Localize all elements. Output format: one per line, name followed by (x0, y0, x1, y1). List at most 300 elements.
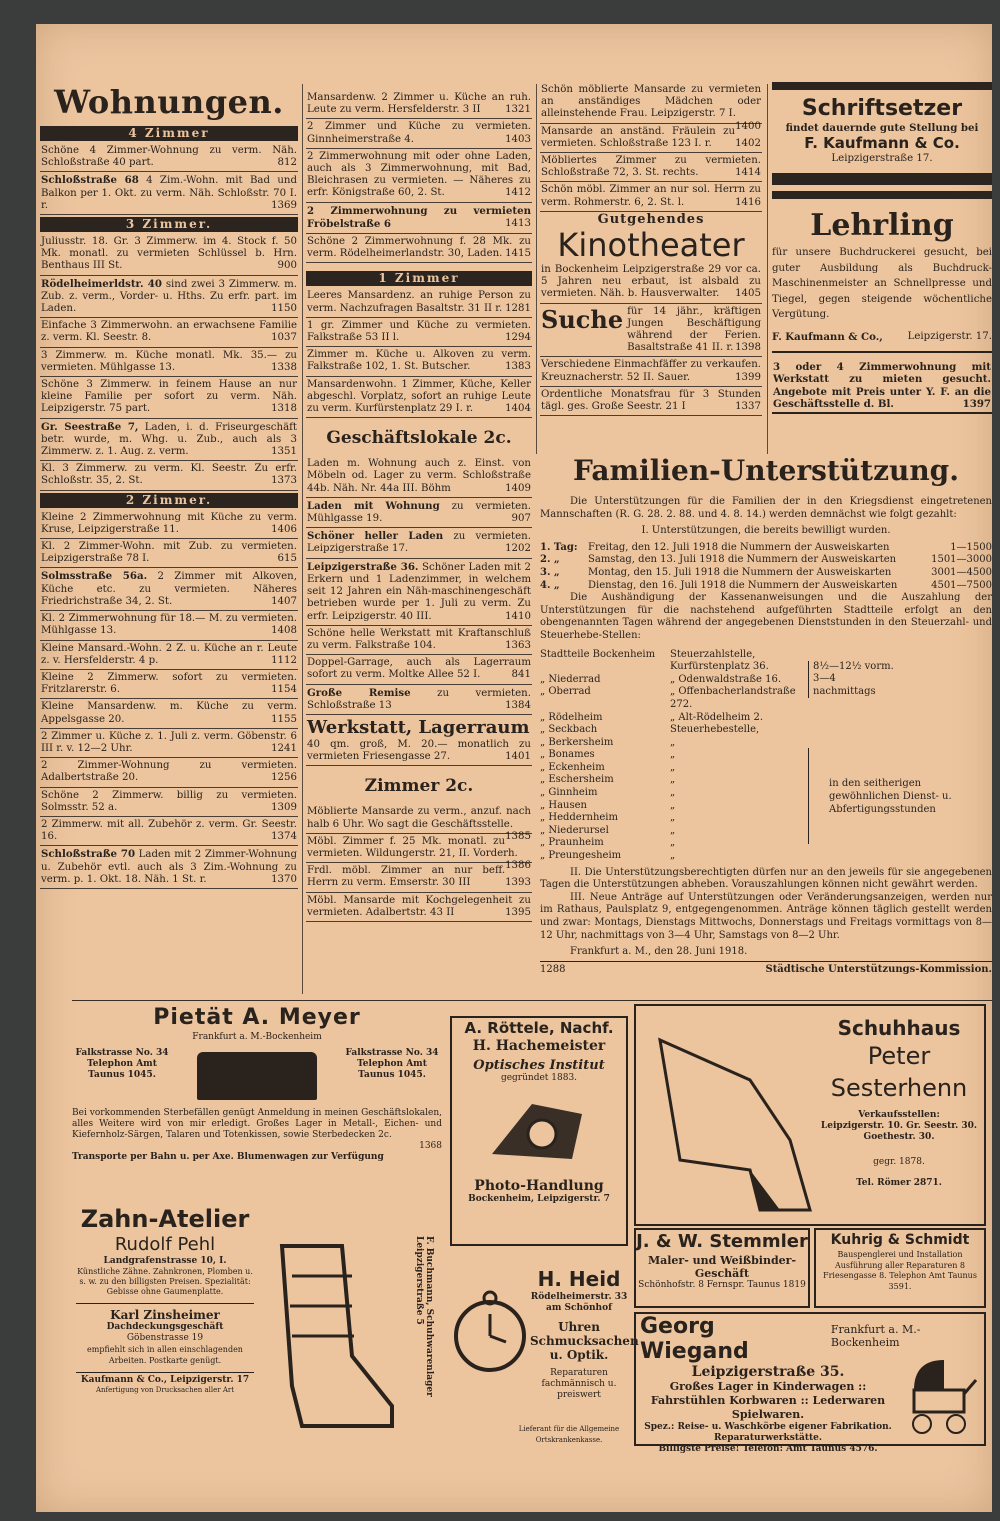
familien-aushaendigung: Die Aushändigung der Kassenanweisungen und die Auszahlung der Unterstützungen für die nachstehend aufgeführten Stadtteile erfolgt an den obengenannten Tagen während der angegebenen Dienststunden in den Steuerzahl- und Steuerhebe-Stellen: (540, 592, 992, 641)
classified-ad (540, 153, 762, 182)
zahn-title: Zahn-Atelier (80, 1205, 250, 1233)
day-range: 4501—7500 (931, 579, 992, 591)
ad-number: 1399 (735, 371, 761, 383)
classified-ad (306, 559, 532, 626)
ad-number: 1155 (271, 713, 297, 725)
ad-headline: Rödelheimerldstr. 40 (41, 277, 162, 290)
ad-number: 1037 (271, 332, 297, 344)
ad-text: sind zwei 3 Zimmerw. m. Zub. z. verm., Vorder- u. Hths. Zu erfr. part. im Laden. (41, 278, 297, 315)
schuh-verk: Verkaufsstellen: (858, 1110, 940, 1120)
classified-ad (306, 149, 532, 203)
classified-ad (306, 804, 532, 842)
station-address: „ Offenbacherlandstraße 272. (670, 686, 796, 710)
ad-text: Möblierte Mansarde zu verm., anzuf. nach halb 6 Uhr. Wo sagt die Geschäftsstelle. (307, 806, 531, 830)
column-wohnungen (40, 60, 298, 889)
zahn-name: Rudolf Pehl (114, 1234, 216, 1255)
station-row (540, 850, 802, 863)
stemmler-addr: Schönhofstr. 8 Fernspr. Taunus 1819 (638, 1280, 806, 1290)
black-rule (772, 82, 992, 90)
ad-number: 907 (511, 513, 531, 525)
ad-number: 841 (511, 669, 531, 681)
roettele-year: gegründet 1883. (500, 1073, 578, 1083)
familien-section2: II. Die Unterstützungsberechtigten dürfen nur an den jeweils für sie angegebenen Tagen die Unterstützungen abheben. Vorauszahlungen können nicht gewährt werden. (540, 866, 992, 891)
ad-number: 1241 (271, 742, 297, 754)
classified-ad (40, 641, 298, 670)
ad-text: 2 Zimmer und Küche zu vermieten. Ginnheimerstraße 4. (307, 121, 531, 145)
station-district: „ Eckenheim (540, 761, 605, 773)
station-row (540, 825, 802, 838)
ad-number: 1309 (271, 801, 297, 813)
classified-ad (40, 143, 298, 172)
kaufmann-foot: Kaufmann & Co., Leipzigerstr. 17 (80, 1375, 250, 1385)
column-mixed (306, 90, 532, 922)
ad-text: 2 Zimmer u. Küche z. 1. Juli z. verm. Göbenstr. 6 III r. v. 12—2 Uhr. (41, 730, 297, 754)
ad-number: 1321 (505, 104, 531, 116)
schuh-addr1: Leipzigerstr. 10. Gr. Seestr. 30. (820, 1121, 978, 1131)
heid-foot: Lieferant für die Allgemeine Ortskrankenkasse. (518, 1425, 620, 1444)
classified-ad (306, 119, 532, 148)
classified-ad (306, 863, 532, 892)
classified-ad (40, 172, 298, 215)
ad-number: 615 (277, 553, 297, 565)
classified-ad (40, 348, 298, 377)
ad-number: 1368 (419, 1141, 442, 1151)
station-address: „ (670, 749, 676, 761)
payment-day-row (540, 580, 992, 593)
suche-word: Suche (541, 304, 624, 334)
station-row (540, 686, 802, 711)
kuhrig-text: Bauspenglerei und Installation Ausführung aller Reparaturen 8 Friesengasse 8. Telephon Amt Taunus 3591. (823, 1250, 977, 1291)
station-district: „ Ginnheim (540, 787, 598, 799)
ad-text: zu vermieten. Schloßstraße 13 (307, 687, 531, 711)
ad-number: 1410 (505, 610, 531, 622)
classified-ad (306, 234, 532, 263)
band-1-zimmer: 1 Zimmer (306, 271, 532, 286)
ad-text: 1 gr. Zimmer und Küche zu vermieten. Falkstraße 53 II l. (307, 319, 531, 344)
ad-number: 1385 (505, 830, 531, 842)
ad-number: 1408 (271, 625, 297, 637)
gesucht-text: 3 oder 4 Zimmerwohnung mit Werkstatt zu mieten gesucht. Angebote mit Preis unter Y. F. an die Geschäftsstelle d. Bl. (773, 361, 991, 410)
coffin-icon (197, 1052, 317, 1100)
ad-number: 1337 (735, 401, 761, 413)
meyer-foot: Transporte per Bahn u. per Axe. Blumenwagen zur Verfügung (72, 1152, 384, 1162)
ad-headline: 2 Zimmerwohnung zu vermieten Fröbelstraße 6 (307, 204, 531, 230)
ad-headline: Laden mit Wohnung (307, 499, 440, 512)
classified-ad (306, 456, 532, 498)
lehrling-firm: F. Kaufmann & Co., (772, 330, 883, 343)
meyer-left: Falkstrasse No. 34 Telephon Amt Taunus 1045. (75, 1048, 169, 1080)
zahn-addr: Landgrafenstrasse 10, I. (103, 1256, 227, 1266)
ad-text: Einfache 3 Zimmerwohn. an erwachsene Familie z. verm. Kl. Seestr. 8. (41, 320, 297, 344)
classified-ad (306, 347, 532, 376)
separator-rule (72, 1000, 992, 1001)
classified-ad (306, 655, 532, 684)
ad-number: 1415 (505, 248, 531, 260)
hours-brace: 8½—12½ vorm. 3—4 nachmittags (808, 661, 898, 699)
classified-ad (306, 498, 532, 528)
ad-text: Schöne 3 Zimmerw. in feinem Hause an nur kleine Familie per sofort zu verm. Näh. Leipzigerstr. 75 part. (41, 379, 297, 415)
day-label: 3. „ (540, 566, 560, 578)
schuh-title: Schuhhaus (837, 1016, 961, 1040)
black-rule (772, 173, 992, 185)
classified-ad (40, 419, 298, 462)
schuh-name: Peter Sesterhenn (830, 1042, 968, 1102)
ad-number: 1318 (271, 403, 297, 415)
classified-ad (540, 182, 762, 211)
ad-text: Juliusstr. 18. Gr. 3 Zimmerw. im 4. Stock f. 50 Mk. monatl. zu vermieten Schlüssel b. Hrn. Benthaus III St. (41, 236, 297, 272)
ad-number: 1363 (505, 639, 531, 651)
classified-ad (40, 758, 298, 787)
classified-ad (306, 685, 532, 715)
black-rule (772, 191, 992, 199)
station-row (540, 787, 802, 800)
classified-ad (40, 817, 298, 846)
lehrling-title: Lehrling (810, 208, 954, 244)
classified-ad (306, 834, 532, 872)
kuhrig-ad (814, 1228, 986, 1308)
ad-text: Schöne 4 Zimmer-Wohnung zu verm. Näh. Schloßstraße 40 part. (41, 145, 297, 169)
buchmann-ad (262, 1236, 442, 1448)
ad-number: 1154 (271, 684, 297, 696)
classified-ad (40, 318, 298, 347)
ad-number: 1398 (735, 342, 761, 354)
kino-pre: Gutgehendes (597, 211, 705, 227)
day-text: Montag, den 15. Juli 1918 die Nummern der Ausweiskarten (588, 566, 892, 578)
ad-number: 1406 (271, 523, 297, 535)
roettele-ad (450, 1016, 628, 1246)
ad-text: Kleine 2 Zimmerw. sofort zu vermieten. Fritzlarerstr. 6. (41, 671, 297, 696)
ad-text: Kl. 3 Zimmerw. zu verm. Kl. Seestr. Zu erfr. Schloßstr. 35, 2. St. (41, 463, 297, 487)
ad-number: 1370 (271, 873, 297, 885)
station-district: „ Niederursel (540, 824, 609, 836)
ad-headline: Leipzigerstraße 36. (307, 560, 419, 573)
ad-number: 1397 (962, 397, 991, 410)
heid-rep: Reparaturen fachmännisch u. preiswert (541, 1368, 617, 1400)
stemmler-title: J. & W. Stemmler (636, 1231, 808, 1252)
wiegand-addr: Leipzigerstraße 35. (691, 1364, 845, 1380)
day-label: 4. „ (540, 579, 560, 591)
camera-icon (452, 1084, 622, 1174)
classified-ad (540, 357, 762, 386)
station-address: „ (670, 850, 676, 862)
ad-number: 1373 (271, 475, 297, 487)
schuh-tel: Tel. Römer 2871. (856, 1178, 942, 1188)
station-row (540, 812, 802, 825)
ad-number: 1369 (271, 199, 297, 211)
heading-zimmer: Zimmer 2c. (364, 776, 474, 797)
zins-addr: Göbenstrasse 19 (126, 1333, 204, 1343)
band-2-zimmer: 2 Zimmer. (40, 493, 298, 508)
roettele-title: A. Röttele, Nachf. (464, 1019, 614, 1037)
classified-ad (306, 318, 532, 347)
station-district: „ Oberrad (540, 686, 591, 698)
ad-text: Kl. 2 Zimmerwohnung für 18.— M. zu vermieten. Mühlgasse 13. (41, 613, 297, 637)
ad-text: Ordentliche Monatsfrau für 3 Stunden tägl. ges. Große Seestr. 21 I (541, 388, 761, 413)
buchmann-text: F. Buchmann, Schuhwarenlager Leipzigerstraße 5 (414, 1236, 434, 1397)
ad-headline: Schloßstraße 68 (41, 174, 139, 187)
familien-title: Familien-Unterstützung. (572, 454, 960, 487)
classified-ad (40, 846, 298, 889)
heading-geschaeftslokale: Geschäftslokale 2c. (326, 428, 512, 449)
ad-text: Verschiedene Einmachfäffer zu verkaufen. Kreuznacherstr. 52 II. Sauer. (541, 359, 761, 383)
ad-text: 4 Zim.-Wohn. mit Bad und Balkon per 1. Okt. zu verm. Näh. Schloßstr. 70 I. r. (41, 175, 297, 211)
station-district: „ Berkersheim (540, 736, 614, 748)
roettele-inst: Optisches Institut (473, 1058, 605, 1073)
schuh-year: gegr. 1878. (873, 1157, 925, 1167)
kaufmann-sub: Anfertigung von Drucksachen aller Art (95, 1386, 235, 1394)
ad-number: 1403 (505, 133, 531, 145)
wiegand-city: Frankfurt a. M.-Bockenheim (830, 1323, 921, 1349)
familien-section3: III. Neue Anträge auf Unterstützungen oder Veränderungsanzeigen, werden nur im Rathaus, Paulsplatz 9, entgegengenommen. Anträge können täglich gestellt werden und zwar: Montags, Dienstags Mittwochs, Donnerstags und Freitags vormittags von 8—12 Uhr, nachmittags von 3—4 Uhr, Samstags von 8—2 Uhr. (540, 891, 992, 941)
zins-text: empfiehlt sich in allen einschlagenden Arbeiten. Postkarte genügt. (87, 1345, 243, 1365)
classified-ad (306, 626, 532, 655)
ad-number: 1405 (735, 288, 761, 300)
ad-text: Kl. 2 Zimmer-Wohn. mit Zub. zu vermieten. Leipzigerstraße 78 I. (41, 541, 297, 565)
classified-ad (40, 276, 298, 319)
schuh-ad (634, 1004, 986, 1226)
ad-number: 1112 (271, 654, 297, 666)
station-address: „ (670, 787, 676, 799)
meyer-ad (72, 1004, 442, 1198)
column-rule (767, 84, 768, 454)
ad-text: Schöne 2 Zimmerwohnung f. 28 Mk. zu verm. Rödelheimerlandstr. 30, Laden. (307, 236, 531, 260)
ad-headline: Große Remise (307, 686, 411, 699)
ad-text: Laden mit 2 Zimmer-Wohnung u. Zubehör evtl. auch als 3 Zim.-Wohnung zu verm. p. 1. Okt. 18. Näh. 1 St. r. (41, 849, 297, 885)
meyer-right: Falkstrasse No. 34 Telephon Amt Taunus 1045. (345, 1048, 439, 1080)
stemmler-sub: Maler- und Weißbinder-Geschäft (647, 1254, 797, 1280)
ad-text: Kleine Mansard.-Wohn. 2 Z. u. Küche an r. Leute z. v. Hersfelderstr. 4 p. (41, 642, 297, 666)
ad-number: 1351 (271, 446, 297, 458)
werkstatt-ad (306, 715, 532, 766)
kino-title: Kinotheater (557, 226, 745, 265)
wiegand-spez: Spez.: Reise- u. Waschkörbe eigener Fabrikation. Reparaturwerkstätte. (644, 1422, 892, 1443)
station-address: „ Odenwaldstraße 16. (670, 673, 782, 685)
ad-text: Kleine Mansardenw. m. Küche zu verm. Appelsgasse 20. (41, 701, 297, 725)
ad-number: 1416 (735, 196, 761, 208)
column-three (540, 82, 762, 416)
ad-headline: Schöner heller Laden (307, 530, 444, 543)
schriftsetzer-firm: F. Kaufmann & Co. (804, 134, 960, 153)
ad-text: Schöne 2 Zimmerw. billig zu vermieten. Solmsstr. 52 a. (41, 789, 297, 813)
ad-number: 1414 (735, 167, 761, 179)
roettele-name: H. Hachemeister (472, 1038, 606, 1054)
ad-number: 1150 (271, 303, 297, 315)
station-row (540, 774, 802, 787)
ad-number: 1413 (505, 217, 531, 229)
werkstatt-text: 40 qm. groß, M. 20.— monatlich zu vermieten Friesengasse 27. (307, 738, 531, 763)
classified-ad (306, 893, 532, 922)
suche-ad (540, 304, 762, 358)
pocket-watch-icon (450, 1276, 530, 1396)
meyer-title: Pietät A. Meyer (153, 1005, 361, 1030)
day-label: 1. Tag: (540, 541, 578, 553)
ad-text: 2 Zimmer mit Alkoven, Küche etc. zu vermieten. Näheres Friedrichstraße 34, 2. St. (41, 571, 297, 607)
ad-number: 1256 (271, 772, 297, 784)
ad-text: 2 Zimmer-Wohnung zu vermieten. Adalbertstraße 20. (41, 760, 297, 784)
ad-number: 812 (277, 157, 297, 169)
classified-ad (40, 729, 298, 758)
station-row (540, 674, 802, 687)
column-rule (302, 84, 303, 994)
station-address: „ (670, 837, 676, 849)
ad-number: 1400 (735, 120, 761, 132)
station-district: „ Preungesheim (540, 850, 622, 862)
ad-number: 1294 (505, 332, 531, 344)
station-row (540, 749, 802, 762)
station-address: „ (670, 799, 676, 811)
ad-number: 1401 (505, 751, 531, 763)
ad-number: 1281 (505, 302, 531, 314)
classified-ad (40, 699, 298, 728)
band-4-zimmer: 4 Zimmer (40, 126, 298, 141)
station-row (540, 724, 802, 737)
station-district: Stadtteile Bockenheim (540, 648, 656, 660)
kino-ad (540, 212, 762, 304)
classified-ad (40, 377, 298, 419)
ad-number: 1395 (505, 906, 531, 918)
station-row (540, 762, 802, 775)
wiegand-title: Georg Wiegand (640, 1314, 749, 1364)
werkstatt-title: Werkstatt, Lagerraum (307, 716, 530, 738)
ad-text: Schöne helle Werkstatt mit Kraftanschluß zu verm. Falkstraße 104. (307, 627, 531, 651)
station-address: „ (670, 736, 676, 748)
ad-text: Möbl. Zimmer f. 25 Mk. monatl. zu vermieten. Wildungerstr. 21, II. Vorderh. (307, 835, 518, 859)
ad-text: zu vermieten. Mühlgasse 19. (307, 500, 531, 525)
meyer-sub: Frankfurt a. M.-Bockenheim (192, 1032, 322, 1042)
ad-number: 1407 (271, 595, 297, 607)
station-address: „ (670, 824, 676, 836)
boot-icon (262, 1236, 402, 1436)
ad-number: 1383 (505, 361, 531, 373)
ad-number: 1404 (505, 403, 531, 415)
station-district: „ Eschersheim (540, 774, 614, 786)
ad-text: Mansardenwohn. 1 Zimmer, Küche, Keller abgeschl. Vorplatz, sofort an ruhige Leute zu verm. Kurfürstenplatz 29 I. r. (307, 378, 531, 415)
ad-text: Doppel-Garrage, auch als Lagerraum sofort zu verm. Moltke Allee 52 I. (307, 657, 531, 681)
roettele-photo: Photo-Handlung (474, 1178, 604, 1194)
station-district: „ Hausen (540, 799, 587, 811)
stemmler-ad (634, 1228, 810, 1308)
day-label: 2. „ (540, 554, 560, 566)
heid-addr: Rödelheimerstr. 33 am Schönhof (530, 1292, 628, 1313)
ad-number: 1384 (505, 699, 531, 711)
ad-text: Mansarde an anständ. Fräulein zu vermieten. Schloßstraße 123 I. r. (541, 125, 736, 149)
ad-headline: Solmsstraße 56a. (41, 570, 148, 583)
day-text: Dienstag, den 16. Juli 1918 die Nummern der Ausweiskarten (588, 579, 898, 591)
station-district: „ Heddernheim (540, 812, 618, 824)
ad-text: Laden, i. d. Friseurgeschäft betr. wurde, m. Whg. u. Zub., auch als 3 Zimmerw. z. 1. Aug. z. verm. (41, 421, 298, 458)
station-address: „ (670, 774, 676, 786)
zins-sub: Dachdeckungsgeschäft (106, 1322, 224, 1332)
familien-section1: I. Unterstützungen, die bereits bewilligt wurden. (641, 525, 891, 537)
station-district: „ Bonames (540, 749, 595, 761)
station-address: „ (670, 812, 676, 824)
classified-ad (306, 288, 532, 317)
station-row (540, 837, 802, 850)
ad-text: Zimmer m. Küche u. Alkoven zu verm. Falkstraße 102, 1. St. Butscher. (307, 349, 531, 373)
schriftsetzer-title: Schriftsetzer (801, 96, 963, 121)
ad-text: Schön möbl. Zimmer an nur sol. Herrn zu verm. Rohmerstr. 6, 2. St. l. (541, 184, 761, 208)
schuh-addr2: Goethestr. 30. (863, 1132, 935, 1142)
shoe-icon (640, 1020, 820, 1220)
classified-ad (40, 539, 298, 568)
familien-signature: Städtische Unterstützungs-Kommission. (765, 963, 992, 975)
zins-title: Karl Zinsheimer (110, 1308, 220, 1322)
ad-text: 2 Zimmerw. mit all. Zubehör z. verm. Gr. Seestr. 16. (41, 818, 297, 843)
suche-text: für 14 jähr., kräftigen Jungen Beschäftigung während der Ferien. Basaltstraße 41 II. r. (627, 305, 761, 354)
familien-intro: Die Unterstützungen für die Familien der in den Kriegsdienst eingetretenen Mannschaften (R. G. 28. 2. 88. und 4. 8. 14.) werden demnächst wie folgt gezahlt: (540, 496, 992, 520)
classified-ad (306, 377, 532, 419)
band-3-zimmer: 3 Zimmer. (40, 217, 298, 232)
ad-text: Kleine 2 Zimmerwohnung mit Küche zu verm. Kruse, Leipzigerstraße 11. (41, 511, 297, 535)
wiegand-text: Großes Lager in Kinderwagen :: Fahrstühlen Korbwaren :: Lederwaren Spielwaren. (650, 1380, 886, 1421)
ad-number: 1202 (505, 543, 531, 555)
ad-text: zu vermieten. Leipzigerstraße 17. (307, 531, 531, 555)
classified-ad (40, 510, 298, 539)
section-title: Wohnungen. (54, 83, 284, 121)
station-row (540, 800, 802, 813)
ad-number: 1412 (505, 187, 531, 199)
day-range: 1501—3000 (931, 554, 992, 566)
classified-ad (306, 528, 532, 558)
station-district: „ Seckbach (540, 724, 598, 736)
ad-headline: Gr. Seestraße 7, (41, 420, 139, 433)
ad-number: 1409 (505, 482, 531, 494)
ad-text: Möbl. Mansarde mit Kochgelegenheit zu vermieten. Adalbertstr. 43 II (307, 894, 531, 918)
lehrling-addr: Leipzigerstr. 17. (907, 330, 992, 342)
classified-ad (40, 788, 298, 817)
wiegand-foot: Billigste Preise! Telefon: Amt Taunus 4576. (658, 1444, 878, 1454)
station-address: Steuerzahlstelle, Kurfürstenplatz 36. (670, 648, 769, 673)
zahn-ad (76, 1204, 254, 1430)
ad-text: 2 Zimmerwohnung mit oder ohne Laden, auch als 3 Zimmerwohnung, mit Bad, Bleichrasen zu vermieten. — Näheres zu erfr. Königstraße 60, 2. St. (307, 150, 531, 199)
payment-day-row (540, 567, 992, 580)
ad-number: 1374 (271, 831, 297, 843)
ad-text: Laden m. Wohnung auch z. Einst. von Möbeln od. Lager zu verm. Schloßstraße 44b. Näh. Nr. 44a III. Böhm (307, 458, 531, 494)
day-range: 1—1500 (950, 541, 992, 553)
payment-day-row (540, 542, 992, 555)
ad-number: 1338 (271, 361, 297, 373)
station-address: „ (670, 761, 676, 773)
hours-other: in den seitherigen gewöhnlichen Dienst- u. Abfertigungsstunden (808, 748, 992, 844)
classified-ad (306, 203, 532, 234)
ad-text: 3 Zimmerw. m. Küche monatl. Mk. 35.— zu vermieten. Mühlgasse 13. (41, 349, 297, 373)
ad-text: Mansardenw. 2 Zimmer u. Küche an ruh. Leute zu verm. Hersfelderstr. 3 II (307, 92, 531, 116)
pram-icon (904, 1350, 980, 1440)
heid-title: H. Heid (537, 1267, 621, 1291)
heid-text: Uhren Schmucksachen u. Optik. (530, 1320, 639, 1362)
wiegand-ad (634, 1312, 986, 1454)
column-four (772, 82, 992, 414)
ad-number: 1393 (505, 877, 531, 889)
day-range: 3001—4500 (931, 566, 992, 578)
station-address: Steuerhebestelle, (670, 724, 760, 736)
stations-table (540, 649, 992, 863)
classified-ad (306, 90, 532, 119)
day-text: Freitag, den 12. Juli 1918 die Nummern der Ausweiskarten (588, 541, 890, 553)
schriftsetzer-addr: Leipzigerstraße 17. (831, 153, 933, 165)
classified-ad (40, 234, 298, 276)
station-row (540, 712, 802, 725)
ad-text: Schön möblierte Mansarde zu vermieten an anständiges Mädchen oder alleinstehende Frau. Leipzigerstr. 7 I. (541, 84, 761, 120)
lehrling-text: für unsere Buchdruckerei gesucht, bei guter Ausbildung als Buchdruck-Maschinenmeister an Schnellpresse und Tiegel, gegen steigende wöchentliche Vergütung. (772, 247, 992, 321)
meyer-text: Bei vorkommenden Sterbefällen genügt Anmeldung in meinen Geschäftslokalen, alles Weitere wird von mir erledigt. Großes Lager in Metall-, Eichen- und Kiefernholz-Särgen, Talaren und Totenkissen, sowie Sterbedecken 2c. (72, 1108, 442, 1140)
classified-ad (540, 124, 762, 153)
ad-text: Schöner Laden mit 2 Erkern und 1 Ladenzimmer, in welchem seit 12 Jahren ein Näh-maschinengeschäft betrieben wurde per 1. Juli zu verm. Zu erfr. Leipzigerstr. 40 III. (307, 561, 531, 622)
zahn-text: Künstliche Zähne. Zahnkronen, Plomben u. s. w. zu den billigsten Preisen. Spezialität: Gebisse ohne Gaumenplatte. (77, 1267, 253, 1296)
familien-date: Frankfurt a. M., den 28. Juni 1918. (570, 946, 748, 958)
schriftsetzer-text: findet dauernde gute Stellung bei (785, 122, 979, 134)
classified-ad (540, 387, 762, 416)
